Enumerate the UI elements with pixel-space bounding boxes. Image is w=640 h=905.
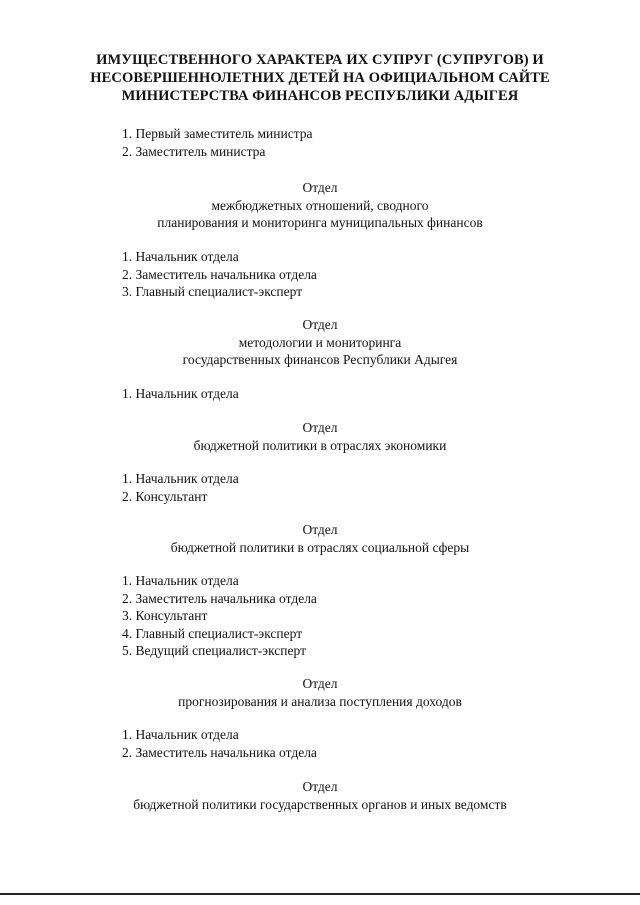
list-item: 1. Начальник отдела [122,471,239,486]
department-name-line: бюджетной политики государственных органов и иных ведомств [133,796,507,812]
department-title [80,778,560,813]
department-label: Отдел [302,317,338,332]
department-name-line: прогнозирования и анализа поступления доходов [178,693,462,709]
department-label: Отдел [302,180,338,195]
department-title [80,521,560,556]
list-item: 2. Заместитель начальника отдела [122,744,317,760]
list-item: 5. Ведущий специалист-эксперт [122,643,306,658]
department-positions-list [122,470,239,505]
department-positions-list [122,572,317,660]
department-label: Отдел [302,779,338,794]
list-item: 4. Главный специалист-эксперт [122,625,303,641]
list-item: 1. Начальник отдела [122,386,239,401]
department-positions-list [122,248,317,301]
list-item: 2. Заместитель начальника отдела [122,590,317,606]
department-name-line: государственных финансов Республики Адыгея [182,352,458,367]
department-title [80,675,560,710]
list-item: 3. Главный специалист-эксперт [122,284,303,299]
department-title [80,179,560,232]
department-title [80,419,560,454]
department-label: Отдел [302,676,338,691]
page-bottom-edge [0,893,640,895]
department-name-line: методологии и мониторинга [238,334,402,350]
department-label: Отдел [302,522,338,537]
list-item: 2. Консультант [122,488,208,504]
list-item: 1. Начальник отдела [122,727,239,742]
department-positions-list [122,726,317,761]
department-name-line: бюджетной политики в отраслях социальной сферы [170,539,470,555]
list-item: 1. Первый заместитель министра [122,126,313,141]
list-item: 1. Начальник отдела [122,573,239,588]
document-heading [60,51,580,105]
list-item: 3. Консультант [122,608,208,623]
department-name-line: планирования и мониторинга муниципальных финансов [157,215,483,230]
list-item: 2. Заместитель министра [122,143,266,159]
department-name-line: межбюджетных отношений, сводного [211,197,429,213]
department-positions-list [122,385,239,403]
department-label: Отдел [302,420,338,435]
heading-line: ИМУЩЕСТВЕННОГО ХАРАКТЕРА ИХ СУПРУГ (СУПРУГОВ) И [96,52,544,68]
department-name-line: бюджетной политики в отраслях экономики [193,437,447,453]
department-title [80,316,560,369]
list-item: 1. Начальник отдела [122,249,239,264]
heading-line: НЕСОВЕРШЕННОЛЕТНИХ ДЕТЕЙ НА ОФИЦИАЛЬНОМ САЙТЕ [90,70,550,86]
list-item: 2. Заместитель начальника отдела [122,266,317,282]
heading-line: МИНИСТЕРСТВА ФИНАНСОВ РЕСПУБЛИКИ АДЫГЕЯ [121,88,519,104]
ministry-positions-list [122,125,313,160]
